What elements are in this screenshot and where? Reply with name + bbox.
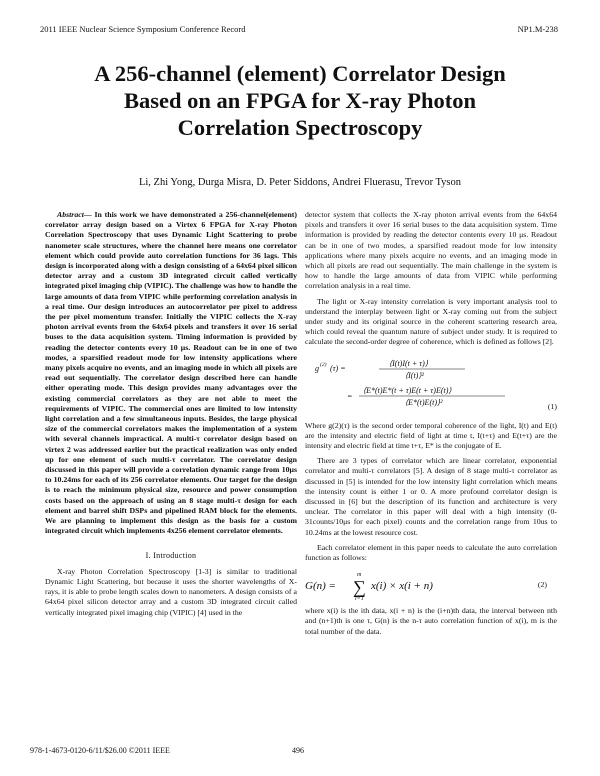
body-paragraph: Each correlator element in this paper needs to calculate the auto correlation function as follows: [305, 542, 557, 563]
svg-text:⟨I(t)⟩²: ⟨I(t)⟩² [405, 370, 424, 380]
conference-header: 2011 IEEE Nuclear Science Symposium Conference Record [40, 24, 246, 34]
paper-title [0, 60, 600, 141]
equation-2 [305, 568, 557, 602]
body-paragraph: Where g(2)(τ) is the second order temporal coherence of the light, I(t) and E(t) are the intensity and electric field of light at time t, I(t+τ) and E(t+τ) are the intensity and electric field at time t+τ, E* is the conjugate of E. [305, 420, 557, 451]
section-heading: I. Introduction [145, 550, 197, 560]
page-number: 496 [292, 746, 304, 755]
equation-1 [305, 353, 557, 417]
svg-text:(τ) =: (τ) = [330, 363, 346, 373]
equation-1-formula [305, 353, 535, 415]
body-paragraph: The light or X-ray intensity correlation is very important analysis tool to understand the interplay between light or X-ray coming out from the subject under study and its original source in the coherent scattering research area, which could reveal the quantum nature of subject under study. It is required to calculate the second-order degree of coherence, which is defined as follows [2]. [305, 296, 557, 347]
footer-isbn: 978-1-4673-0120-6/11/$26.00 ©2011 IEEE [30, 746, 170, 755]
title-line: A 256-channel (element) Correlator Design [94, 61, 506, 86]
equation-2-formula [305, 568, 505, 602]
equation-number: (1) [547, 402, 557, 412]
svg-text:G(n) =: G(n) = [305, 580, 336, 593]
svg-text:⟨E*(t)E(t)⟩²: ⟨E*(t)E(t)⟩² [405, 397, 443, 407]
svg-text:⟨E*(t)E*(t + τ)E(t + τ)E(t)⟩: ⟨E*(t)E*(t + τ)E(t + τ)E(t)⟩ [363, 385, 452, 395]
equation-number: (2) [537, 580, 547, 590]
svg-text:m: m [357, 572, 362, 579]
intro-paragraph: X-ray Photon Correlation Spectroscopy [1-3] is similar to traditional Dynamic Light Scattering, but because it uses the shorter wavelengths of X-rays, it is able to probe length scales down to nanometers. A design consists of a 64x64 pixel silicon detector array and a custom 3D integrated circuit called vertically integrated pixel imaging chip (VIPIC) [4] used in the [45, 566, 297, 617]
svg-text:⟨I(t)I(t + τ)⟩: ⟨I(t)I(t + τ)⟩ [389, 358, 428, 368]
abstract-body: — In this work we have demonstrated a 256-channel(element) correlator array design based on a Virtex 6 FPGA for X-ray Photon Correlation Spectroscopy that uses Dynamic Light Scattering to probe nanometer scale structures, where the channel here means one correlator element which could provide auto correlation functions for 36 lags. This design is incorporated along with a design consisting of a 64x64 pixel silicon detector array and a custom 3D integrated circuit called vertically integrated pixel imaging chip (VIPIC). The challenge was how to handle the large amounts of data from VIPIC while performing correlation analysis in a real time. Our design introduces an autocorrelator per pixel to address the per pixel momentum transfer. Initially the VIPIC collects the X-ray photon arrival events from the 64x64 pixels and transfers it over 16 serial buses to the data acquisition system. Timing information is provided by reading the detector contents every 10 μs. Readout can be in one of two modes, a sparsified readout mode for low intensity applications where many pixels acquire no events, and an imaging mode in which all pixels are read out sequentially. The correlator design described here can handle either operating mode. This design provides many advantages over the existing commercial correlators as they are not able to meet the requirements of VIPIC. The commercial ones are limited to low intensity light correlation and a few simultaneous inputs. Besides, the large physical size of the commercial correlators makes the implementation of a system with several channels impractical. A multi-τ correlator design based on virtex 2 was addressed earlier but the practical realization was only ended up for one element of such multi-τ correlator. The correlator design discussed in this paper will provide a correlation dynamic range from 10μs to 10.24ms for each of its 256 correlator elements. Our target for the design is to reach the minimum physical size, resource and power consumption costs based on the approach of using an 8 stage multi-τ design for each element and barrel shift DSPs and pipelined RAM block for the elements. We are planning to implement this design as the basis for a custom integrated circuit which implements 4x256 element correlator elements. [45, 210, 297, 536]
title-line: Correlation Spectroscopy [177, 115, 423, 140]
svg-text:∑: ∑ [353, 577, 366, 598]
svg-text:=: = [347, 391, 353, 401]
left-column [45, 210, 297, 623]
right-column [305, 210, 557, 642]
svg-text:x(i) × x(i + n): x(i) × x(i + n) [371, 580, 433, 593]
paper-id: NP1.M-238 [517, 24, 558, 34]
abstract-label: Abstract [57, 210, 84, 219]
body-paragraph: detector system that collects the X-ray photon arrival events from the 64x64 pixels and transfers it over 16 serial buses to the data acquisition system. Time information is provided by reading the detector contents every 10 μs. Readout can be in one of two modes, a sparsified readout mode for low intensity applications where many pixels acquire no events, and an imaging mode in which all pixels are read out sequentially. The main challenge in the system is how to handle the large amounts of data from VIPIC while performing correlation analysis in a real time. [305, 210, 557, 291]
body-paragraph: where x(i) is the ith data, x(i + n) is the (i+n)th data, the interval between nth and (n+1)th is one τ, G(n) is the n-τ auto correlation function of x(i), m is the total number of the data. [305, 606, 557, 636]
author-list: Li, Zhi Yong, Durga Misra, D. Peter Siddons, Andrei Fluerasu, Trevor Tyson [138, 177, 462, 188]
title-line: Based on an FPGA for X-ray Photon [123, 88, 477, 113]
body-paragraph: There are 3 types of correlator which are linear correlator, exponential correlator and multi-τ correlators [5]. A design of 8 stage multi-τ correlator as discussed in [5] is intended for the low intensity light correlation which means the intensity count is either 1 or 0. A more profound correlator design is discussed in [6] but the description of its function and architecture is very unclear. The correlator in this paper will deal with a high intensity (0-31counts/10μs for each pixel) counts and the correlation range from 10us to 10.24ms at the lowest resource cost. [305, 456, 557, 537]
svg-text:g: g [315, 363, 319, 373]
abstract [45, 210, 297, 537]
svg-text:i=1: i=1 [355, 596, 364, 603]
svg-text:(2): (2) [320, 361, 327, 368]
